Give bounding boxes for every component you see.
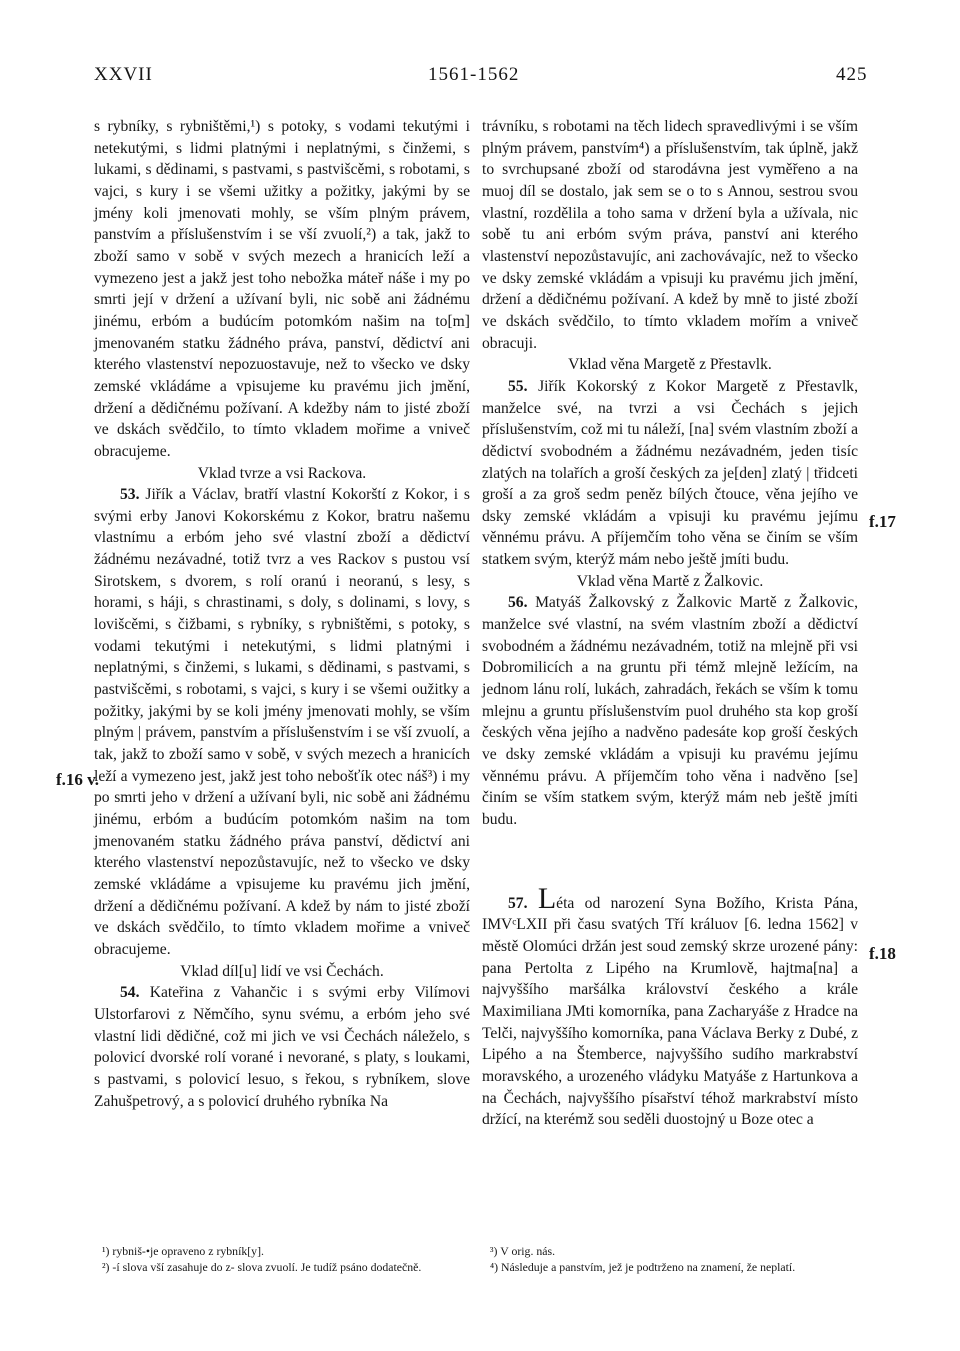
- section-heading: Vklad tvrze a vsi Rackova.: [197, 464, 367, 482]
- left-column: [94, 116, 470, 1112]
- section-heading: Vklad věna Martě z Žalkovic.: [576, 572, 764, 590]
- page-header-roman: XXVII: [94, 64, 153, 85]
- paragraph-continuation: trávníku, s robotami na těch lidech spravedlivými i se vším plným právem, panstvím⁴) a příslušenstvím, tak úplně, jakž to svrchupsané zboží od starodávna jest vyměřeno a na muoj díl se dostalo, jak sem se o to s Annou, sestrou svou vlastní, rozdělila a toho sama v držení byla a užívala, nic sobě tu ani erbóm svým práva, panství ani kterého vlastenství nepozůstavujíc, ani zachovávajíc, než to všecko ve dsky zemské vkládám a vpisuji ku pravému jich jmění, držení a dědičnému požívaní. A kdež by mně to jisté zboží ve dskách svědčilo, to tímto vkladem mořím a vniveč obracuji.: [482, 118, 858, 352]
- initial-letter: L: [537, 881, 557, 915]
- footnote: ⁴) Následuje a panstvím, jež je podtrženo na znamení, že neplatí.: [490, 1259, 796, 1274]
- entry-53: [94, 484, 470, 960]
- footnote: ²) -í slova vší zasahuje do z- slova zvuolí. Je tudíž psáno dodatečně.: [102, 1259, 422, 1274]
- entry-57: [482, 881, 858, 1131]
- footnotes-left: [94, 1244, 470, 1276]
- page-number: 425: [836, 64, 868, 85]
- footnote: ³) V orig. nás.: [490, 1244, 556, 1258]
- entry-text: Kateřina z Vahančic i s svými erby Vilímovi Ulstorfarovi z Němčího, synu svému, a erbóm jeho své vlastní lidi dědičné, což mi jich ve vsi Čechách náleželo, s polovicí dvorské rolí vorané i nevorané, s platy, s loukami, s pastvami, s polovicí lesuo, s řekou, s rybníkem, slove Zahušpetrový, a s polovicí druhého rybníka Na: [94, 984, 470, 1110]
- entry-number: 56.: [508, 594, 528, 612]
- entry-text: Matyáš Žalkovský z Žalkovic Martě z Žalkovic, manželce své vlastní, na svém vlastním zboží a dědictví svobodném a žádnému nezávadném, totiž na mlejně při vsi Dobromilicích a na gruntu při témž mlejně ležícím, na jednom lánu rolí, lukách, zahradách, řekách se vším k tomu mlejnu a gruntu příslušenstvím puol druhého sta kop groší českých věna jejího a nadvěno padesáte kop groší českých ve dsky zemské vkládám a vpisuji ku pravému jejímu věnnému právu. A příjemčím toho věna i nadvěno [se] činím se vším statkem svým, kterýž mám neb ještě jmíti budu.: [482, 594, 858, 828]
- entry-text: éta od narození Syna Božího, Krista Pána, IMVᶜLXII při času svatých Tří králuov [6. ledna 1562] v městě Olomúci držán jest soud zemský skrze urozené pány: pana Pertolta z Lipého na Krumlově, hajtma[na] a najvyššího maršálka království českého a krále Maximiliana JMti komorníka, pana Zacharyáše z Hradce na Telči, najvyššího komorníka, pana Václava Berky z Dubé, z Lipého a na Štemberce, najvyššího sudího markrabství moravského, a urozeného vládyku Matyáše z Hartunkova a na Čechách, najvyššího písařství téhož markrabství místo držící, na kterémž sou seděli duostojný u Boze otec a: [482, 894, 858, 1129]
- page-header-years: 1561-1562: [428, 64, 520, 85]
- entry-number: 54.: [120, 984, 140, 1002]
- paragraph-continuation: s rybníky, s rybništěmi,¹) s potoky, s vodami tekutými i netekutými, s lidmi platnými i neplatnými, s činžemi, s lukami, s dědinami, s pastvami, s pastvišcěmi, s robotami, s vajci, s kury i se všemi užitky a požitky, jakými by se jmény koli jmenovati mohly, se vším plným právem, panstvím a příslušenstvím i se vší zvuolí,²) a tak, jakž to zboží samo v sobě v svých mezech a hranicích leží a vymezeno jest a jakž jest toho nebožka máteř náše i my po smrti její v držení a užívaní byli, nic sobě ani žádnému jinému, erbóm a budúcím potomkóm našim na to[m] jmenovaném statku žádného práva, panství, dědictví ani kterého vlastenství nepozuostavuje, než to všecko ve dsky zemské vkládáme a vpisujeme ku pravému jich jmění, držení a dědičnému požívaní. A kdežby nám to jisté zboží ve dskách svědčilo, to tímto vkladem mořime a vniveč obracujeme.: [94, 118, 470, 460]
- entry-56: [482, 592, 858, 830]
- section-heading: Vklad díl[u] lidí ve vsi Čechách.: [180, 962, 384, 980]
- entry-text: Jiřík a Václav, bratří vlastní Kokorští z Kokor, i s svými erby Janovi Kokorskému z Kokor, bratru našemu vlastnímu a erbóm jeho své vlastní zboží a dědictví žádnému nezávadné, totiž tvrz a ves Rackov s pustou vsí Sirotskem, s dvorem, s rolí oranú i neoranú, s lesy, s horami, s háji, s chrastinami, s doly, s dolinami, s lovy, s lovišcěmi, s čižbami, s rybníky, s rybništěmi, s potoky, s vodami tekutými i netekutými, s lidmi platnými i neplatnými, s činžemi, s lukami, s dědinami, s pastvami, s pastvišcěmi, s robotami, s vajci, s kury i se všemi oužitky a požitky, jakými by se koli jmény jmenovati mohly, se vším plným | právem, panstvím a příslušenstvím i se vší zvuolí, a tak, jakž to zboží samo v sobě, v svých mezech a hranicích leží a vymezeno jest, jakž jest toho nebošťík otec náš³) i my po smrti jeho v držení a užívaní byli, nic sobě ani žádnému jinému, erbóm a budúcím potomkóm našim na tom jmenovaném statku žádného práva panství, dědictví ani kterého vlastenství nepozůstavujíc, než to všecko ve dsky zemské vkládáme a vpisujeme ku pravému jich jmění, držení a dědičnému požívaní. A kdež by nám to jisté zboží ve dskách svědčilo, to tímto vkladem mořime a vniveč obracujeme.: [94, 486, 470, 958]
- entry-number: 53.: [120, 486, 140, 504]
- entry-55: [482, 376, 858, 571]
- entry-text: Jiřík Kokorský z Kokor Margetě z Přestavlk, manželce své, na tvrzi a vsi Čechách s jejich příslušenstvím, což mi tu náleží, [na] svém vlastním zboží a dědictví svobodném a žádnému nezávadném, jeden tisíc zlatých na tolařích a groší českých za je[den] zlatý | třidceti groší a za groš sedm peněz bílých čtouce, věna jejího ve dsky zemské vkládám a vpisuji ku pravému jejímu věnnému právu. A příjemčím toho věna se činím se vším statkem svým, kterýž mám nebo ještě jmíti budu.: [482, 377, 858, 569]
- entry-number: 55.: [508, 377, 528, 395]
- section-heading: Vklad věna Margetě z Přestavlk.: [568, 356, 772, 374]
- entry-54: [94, 982, 470, 1112]
- right-column: [482, 116, 858, 1131]
- footnotes-right: [482, 1244, 858, 1276]
- entry-number: 57.: [508, 894, 528, 912]
- margin-folio-note: f.17: [869, 512, 896, 531]
- margin-folio-note: f.18: [869, 944, 896, 963]
- margin-folio-note: f.16 v.: [56, 770, 99, 789]
- footnote: ¹) rybniš-•je opraveno z rybník[y].: [102, 1244, 264, 1258]
